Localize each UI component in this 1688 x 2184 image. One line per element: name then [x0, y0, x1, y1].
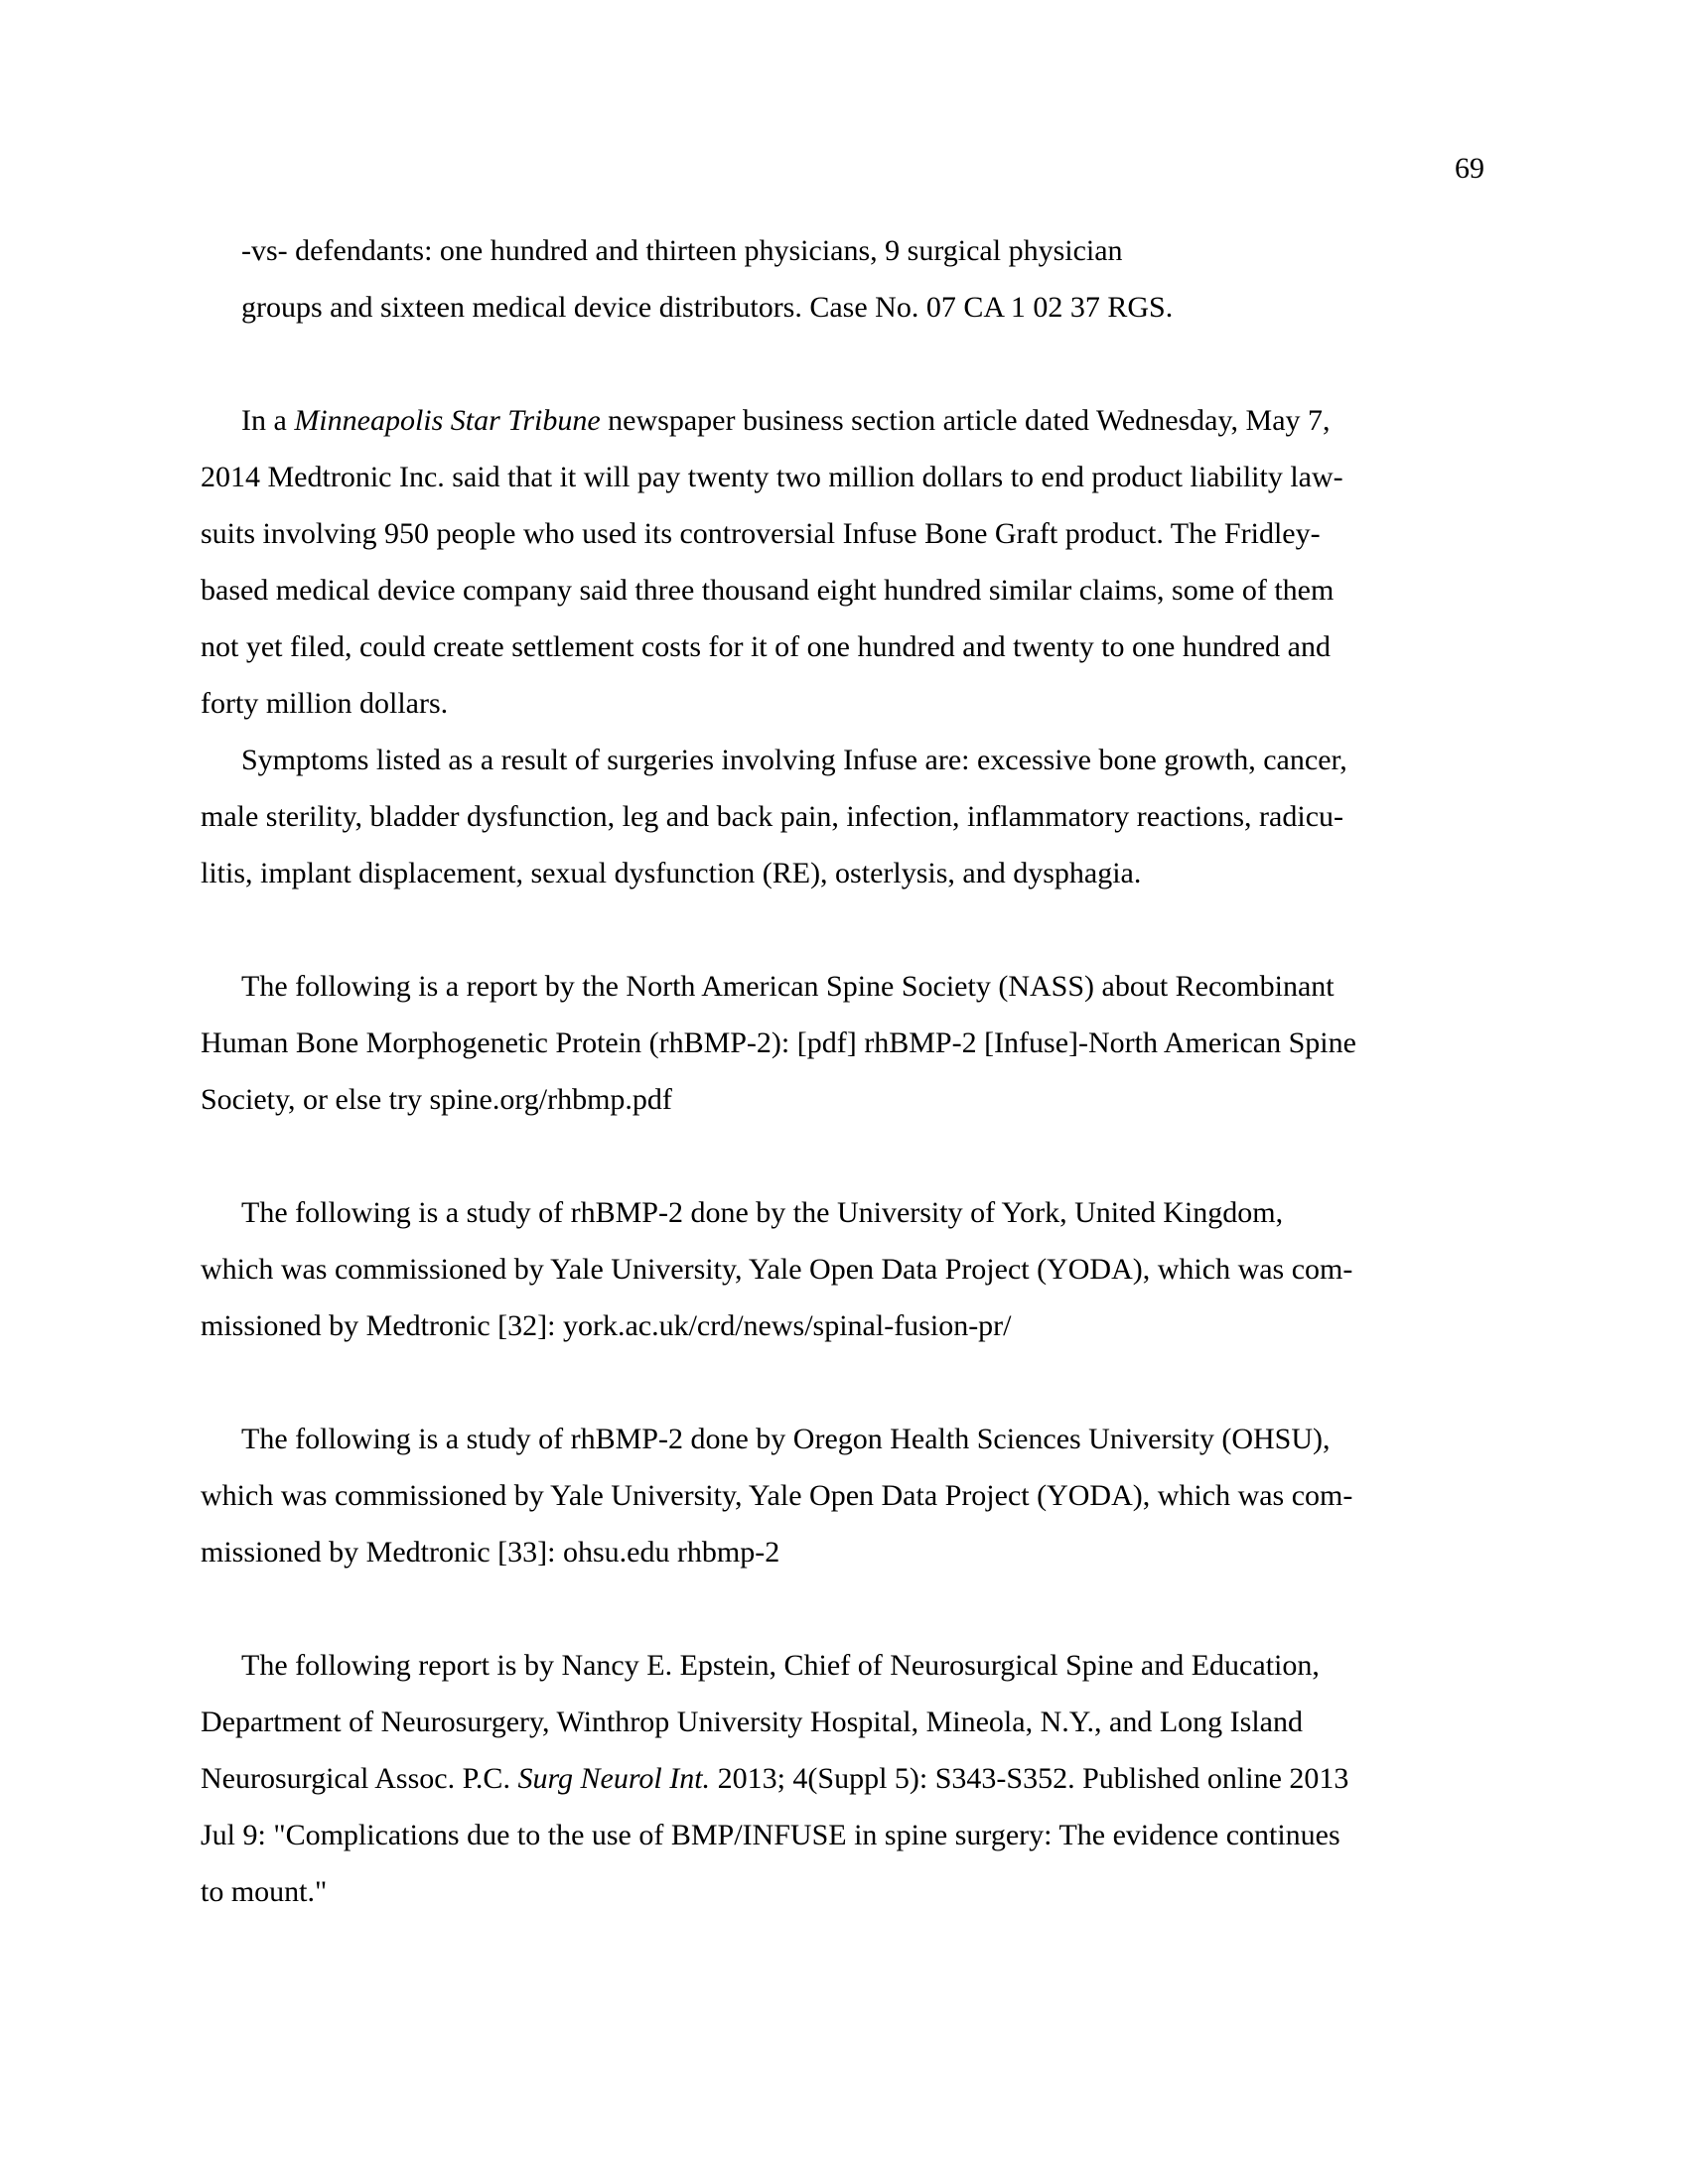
text-segment: Human Bone Morphogenetic Protein (rhBMP-2): [pdf] rhBMP-2 [Infuse]-North American Spine: [201, 1026, 1356, 1059]
paragraph-symptoms-list: [201, 732, 1484, 901]
text-segment: 2014 Medtronic Inc. said that it will pay twenty two million dollars to end product liability law-: [201, 461, 1343, 493]
text-line: [201, 1015, 1484, 1071]
italic-text: Minneapolis Star Tribune: [294, 404, 601, 437]
text-line: [201, 449, 1484, 505]
text-segment: which was commissioned by Yale University, Yale Open Data Project (YODA), which was com-: [201, 1479, 1353, 1512]
text-line: [201, 618, 1484, 675]
text-line: [201, 1694, 1484, 1750]
text-line: [201, 732, 1484, 788]
text-segment: to mount.": [201, 1875, 328, 1908]
text-line: [201, 1637, 1484, 1694]
text-segment: The following is a study of rhBMP-2 done by the University of York, United Kingdom,: [241, 1196, 1284, 1229]
text-line: [201, 505, 1484, 562]
text-line: [201, 1241, 1484, 1297]
text-line: [201, 845, 1484, 901]
text-line: [201, 1863, 1484, 1920]
text-line: [201, 1750, 1484, 1807]
text-line: [241, 279, 1484, 336]
document-body: [201, 392, 1484, 1920]
text-segment: not yet filed, could create settlement costs for it of one hundred and twenty to one hundred and: [201, 630, 1331, 663]
text-segment: which was commissioned by Yale University, Yale Open Data Project (YODA), which was com-: [201, 1253, 1353, 1286]
text-line: [201, 1184, 1484, 1241]
paragraph-nass-report: [201, 958, 1484, 1128]
paragraph-ohsu-study: [201, 1411, 1484, 1580]
text-line: [201, 675, 1484, 732]
text-segment: newspaper business section article dated Wednesday, May 7,: [600, 404, 1331, 437]
text-line: [201, 1411, 1484, 1467]
text-line: [201, 1071, 1484, 1128]
text-segment: Neurosurgical Assoc. P.C.: [201, 1762, 518, 1795]
italic-text: Surg Neurol Int.: [517, 1762, 711, 1795]
text-segment: The following is a study of rhBMP-2 done by Oregon Health Sciences University (OHSU),: [241, 1423, 1331, 1455]
case-blockquote: [241, 222, 1484, 336]
text-line: [201, 1297, 1484, 1354]
text-line: [201, 562, 1484, 618]
text-line: [201, 1467, 1484, 1524]
paragraph-star-tribune-settlement: [201, 392, 1484, 732]
paragraph-york-study: [201, 1184, 1484, 1354]
text-line: [201, 958, 1484, 1015]
text-segment: suits involving 950 people who used its controversial Infuse Bone Graft product. The Fridley-: [201, 517, 1321, 550]
text-line: [241, 222, 1484, 279]
text-line: [201, 1807, 1484, 1863]
text-segment: In a: [241, 404, 295, 437]
text-segment: The following is a report by the North American Spine Society (NASS) about Recombinant: [241, 970, 1335, 1003]
text-segment: male sterility, bladder dysfunction, leg and back pain, infection, inflammatory reactions, radicu-: [201, 800, 1344, 833]
text-segment: based medical device company said three thousand eight hundred similar claims, some of them: [201, 574, 1335, 607]
text-segment: Society, or else try spine.org/rhbmp.pdf: [201, 1083, 672, 1116]
text-segment: Department of Neurosurgery, Winthrop University Hospital, Mineola, N.Y., and Long Island: [201, 1706, 1303, 1738]
text-line: [201, 392, 1484, 449]
text-segment: missioned by Medtronic [32]: york.ac.uk/crd/news/spinal-fusion-pr/: [201, 1309, 1012, 1342]
text-line: [201, 1524, 1484, 1580]
text-segment: groups and sixteen medical device distributors. Case No. 07 CA 1 02 37 RGS.: [241, 291, 1174, 324]
text-segment: Jul 9: "Complications due to the use of BMP/INFUSE in spine surgery: The evidence continues: [201, 1819, 1340, 1851]
text-segment: litis, implant displacement, sexual dysfunction (RE), osterlysis, and dysphagia.: [201, 857, 1142, 889]
paragraph-epstein-report: [201, 1637, 1484, 1920]
text-segment: The following report is by Nancy E. Epstein, Chief of Neurosurgical Spine and Education,: [241, 1649, 1320, 1682]
text-segment: -vs- defendants: one hundred and thirteen physicians, 9 surgical physician: [241, 234, 1123, 267]
text-segment: Symptoms listed as a result of surgeries involving Infuse are: excessive bone growth, cancer,: [241, 744, 1347, 776]
text-segment: missioned by Medtronic [33]: ohsu.edu rhbmp-2: [201, 1536, 780, 1569]
page-number: 69: [1455, 152, 1484, 185]
text-segment: forty million dollars.: [201, 687, 449, 720]
text-line: [201, 788, 1484, 845]
text-segment: 2013; 4(Suppl 5): S343-S352. Published online 2013: [710, 1762, 1349, 1795]
